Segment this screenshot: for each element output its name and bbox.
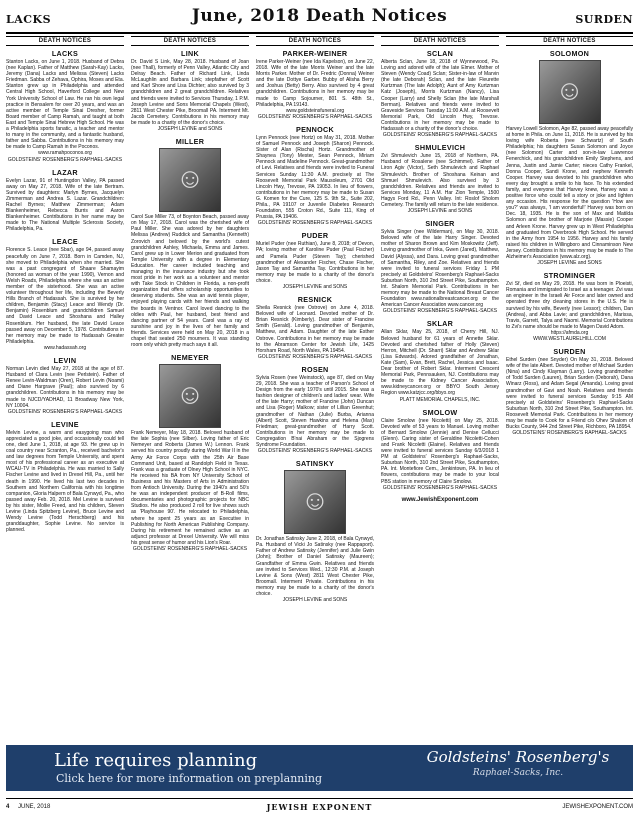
obituary-notice	[506, 347, 633, 436]
funeral-home-credit: GOLDSTEINS' ROSENBERG'S RAPHAEL-SACKS	[257, 220, 373, 227]
funeral-home-logo	[423, 748, 613, 788]
obituary-text: Carol Sue Miller 73, of Boynton Beach, passed away on May 17, 2018. Carol was the cherished wife of Paul Miller. She was adored by her daughters Melissa (Andrew) Ruddick and Samantha (Kenneth) Zorovich and beloved by the world's cutest grandchildren Ashley, Michaela, Emma and James. Carol grew up in Lower Merion and graduated from Temple University with a degree in Elementary Education. Her career included teaching and managing in the insurance industry but she took most pride in her work as a volunteer and mentor with Take Stock in Children in Florida, a non-profit organization that offers scholarship opportunities to deserving students. She was an avid tennis player, enjoyed playing cards with her friends and walking the boards in Ventnor. Carol loved dancing to the oldies with Paul, her husband, best friend and dancing partner of 54 years. Carol was a ray of sunshine and joy in the lives of her family and friends. Services were held on May 20, 2018 in a chapel that seated 250 mourners. It was standing room only which pretty much says it all.	[131, 214, 249, 349]
obituary-notice	[131, 353, 249, 552]
funeral-home-credit: GOLDSTEINS' ROSENBERG'S RAPHAEL-SACKS	[7, 408, 123, 415]
obituary-column-1	[6, 36, 124, 736]
page-header	[6, 6, 633, 34]
obituary-name: LEVIN	[53, 356, 77, 366]
column-section-tag: DEATH NOTICES	[381, 36, 499, 46]
funeral-home-credit: GOLDSTEINS' ROSENBERG'S RAPHAEL-SACKS	[257, 448, 373, 455]
person-icon: ☺	[555, 74, 584, 106]
obituary-name: SOLOMON	[549, 49, 590, 58]
obituary-text: Irene Parker-Weiner (nee Ida Kapelson), on June 22, 2018. Wife of the late Morris Weiner and the late Morris Parker. Mother of Dr. Fredric (Donna) Weiner and the late Dottye Garber. Bubby of Alisha Berry and Joshua (Betty) Berry. Also survived by 4 great grandchildren. Contributions in her memory may be made to Camp Sojourner, 801 S. 48th St., Philadelphia, PA 19143.	[256, 59, 374, 108]
obituary-notice	[256, 231, 374, 290]
obituary-notice	[381, 219, 499, 314]
person-icon: ☺	[175, 162, 205, 194]
obituary-column-3	[256, 36, 374, 736]
obituary-notice	[256, 365, 374, 454]
obituary-text: Allan Sklar, May 25, 2018, of Cherry Hill, NJ. Beloved husband for 61 years of Annette Sklar. Devoted and cherished father of Holly (Steven) Herron, Mitchell (Dr. Sharri) Sklar and Andrew Sklar (Lisa Edwards). Adored grandfather of Jonathan, Kate (Sam), Evan, Brett, Rachel, Jessica and Isaac. Dear brother of Robert Sklar. Interment Crescent Memorial Park, Pennsauken, NJ. Contributions may be made to the Kidney Cancer Association, www.kidneycancer.org or BBYO South Jersey Region www.katzjcc.org/bbyo.org	[381, 329, 499, 397]
funeral-home-credit: JOSEPH LEVINE and SONS	[407, 208, 473, 215]
obituary-name: SMOLOW	[422, 407, 458, 417]
page-title: June, 2018 Death Notices	[191, 6, 448, 26]
obituary-text: Lynn Pennock (nee Hortz) on May 31, 2018. Mother of Samuel Pennock and Joseph (Sharon) Pennock. Sister of Alan (Rischa) Hortz. Grandmother of Shaynea (Tony) Mester, Sean Pennock, Miriam Pennock and Madeline Pennock. Great-grandmother of Levi. Relatives and friends were invited to Funeral Services Sunday 11:30 A.M. precisely at The Roosevelt Memorial Park Mausoleum, 2701 Old Lincoln Hwy, Trevose, PA 19053. In lieu of flowers, contributions in her memory may be made to Susan G. Komen for the Cure, 125 S. 9th St., Suite 202, Phila., PA 19107 or Juvenile Diabetes Research Foundation, 555 Croton Rd., Suite 111, King of Prussia, PA 19406.	[256, 134, 374, 221]
preplanning-ad-banner[interactable]	[6, 745, 633, 791]
obituary-name: SATINSKY	[295, 459, 335, 469]
obituary-name: LACKS	[51, 49, 79, 58]
funeral-home-credit: www.hadassah.org	[43, 344, 87, 351]
obituary-notice	[256, 459, 374, 603]
obituary-name: PUDER	[301, 231, 329, 241]
obituary-text: Claire Smolow (nee Nicoletti) on May 25, 2018. Devoted wife of 53 years to Manuel. Loving mother of Bernard Smolow (Jennie) and Denise Cellucci (Glenn). Caring sister of Geraldine Nicoletti-Cohen and Frank Nicoletti (Elaine). Relatives and friends were invited to funeral services Sunday 6/3/2018 1 PM at Goldsteins' Rosenberg's Raphael-Sacks, Suburban North, 310 2nd Street Pike, Southampton, PA. Int. Montefiore Cem., Jenkintown, PA. In lieu of flowers, contributions may be made to your local PBS station in memory of Claire Smolow.	[381, 417, 499, 485]
obituary-name: NEMEYER	[171, 353, 209, 363]
obituary-text: Dr. Jonathan Satinsky June 2, 2018, of Bala Cynwyd, Pa. Husband of Vicki Jo Satinsky (nee Rappaport). Father of Andrew Satinsky (Jennifer) and Julie Gwin (John); Brother of Daniel Satinsky (Maureen); Grandfather of Emma Gwin. Relatives and friends are invited to Services Wed., 12:30 P.M. at Joseph Levine & Sons (West) 2811 West Chester Pike, Broomall. Interment Private. Contributions in his memory may be made to a charity of the donor's choice.	[256, 536, 374, 597]
obituary-notice	[131, 49, 249, 132]
person-icon: ☺	[300, 484, 330, 516]
portrait-photo	[159, 148, 221, 212]
footer-website[interactable]: JEWISHEXPONENT.COM	[562, 804, 633, 810]
column-section-tag: DEATH NOTICES	[256, 36, 374, 46]
funeral-home-credit: GOLDSTEINS' ROSENBERG'S RAPHAEL-SACKS	[382, 484, 498, 491]
obituary-name: LINK	[181, 49, 199, 58]
funeral-home-credit: JOSEPH LEVINE and SONS	[157, 126, 223, 133]
obituary-text: Sylvia Singer (nee Wilderman), on May 30, 2018. Beloved wife of the late Harry Singer. Devoted mother of Sharon Brown and Kim Moskowitz (Jeff). Loving grandmother of Inka, Gwen (Jared), Matthew, David (Alyssa), and Dara. Loving great grandmother of Samantha, Riley, and Zoe. Relatives and friends were invited to funeral services Friday 1 PM precisely at Goldsteins' Rosenberg's Raphael-Sacks Suburban North, 310 2nd Street Pike, Southampton. Int. Shalom Memorial Park. Contributions in her memory may be made to the National Breast Cancer Foundation www.nationalbreastcancer.org or the American Cancer Association www.cancer.org	[381, 229, 499, 309]
obituary-text: Alberta Sclan, June 18, 2018 of Wynnewood, Pa. Loving and adored wife of the late Elmer. Mother of Steven (Wendy Coad) Sclan; Sister-in-law of Marvin (the late Deborah) Sclan, and the late Fleurette Kurtzman (The late Adolph); Aunt of Amy Kurtzman Katz (Joseph), Morris Kurtzman (Nancy), Lisa Cooper (Larry) and Shelly Sclan (the late Marshall Berman). Relatives and friends were invited to Graveside Services Tuesday 11:00 A.M. at Roosevelt Memorial Park, Old Lincoln Hwy, Trevose. Contributions in her memory may be made to Hadassah or a charity of the donor's choice.	[381, 59, 499, 133]
logo-line-1: Goldsteins' Rosenberg's	[426, 748, 610, 766]
obituary-notice	[506, 271, 633, 342]
obituary-notice	[506, 49, 633, 266]
portrait-photo	[284, 470, 346, 534]
obituary-notice	[6, 168, 124, 233]
ad-cta-link[interactable]: Click here for more information on preplanning	[56, 772, 323, 785]
obituary-notice	[6, 356, 124, 415]
obituary-name: PENNOCK	[295, 124, 335, 134]
obituary-notice	[381, 319, 499, 402]
obituary-notice	[256, 295, 374, 360]
obituary-name: RESNICK	[297, 295, 333, 305]
obituary-notice	[381, 408, 499, 491]
portrait-photo	[159, 364, 221, 428]
obituary-text: Dr. David S Link, May 28, 2018. Husband of Joan (nee Thall), formerly of Penn Valley, Atlantic City and Delray Beach. Father of Richard Link, Linda McLaughlin and Barbara Link; stepfather of Scott and Karl Shore and Lisa Dichter; also survived by 3 grandchildren and 2 great grandchildren. Relatives and friends were invited to Services Thursday, 1 P.M. Joseph Levine and Sons Memorial Chapels (West), 2811 West Chester Pike, Broomall PA. Interment Mt. Jacob Cemetery. Contributions in his memory may be made to a charity of the donor's choice.	[131, 59, 249, 126]
obituary-text: Frank Nemeyer, May 18, 2018. Beloved husband of the late Sophia (nee Silber). Loving father of Eric Nemeyer and Roberta (James W.) Lennon. Frank served his country proudly during World War II in the Army Air Force Corps with the 25th Air Base Command Unit, based at Randolph Field in Texas. Frank was a graduate of Olney High School in NYC. He received his BA from NY University School of Business and his Masters of Arts in Administration from Antioch University. During the 1940's and 50's he was an independent producer of B-Roll films, documentaries and photographic projects for NBC Studios. He also produced 2 roll for live shows such as 'Playhouse 90'. He relocated to Philadelphia, where he spent 25 years as an Executive in Publishing for North American Publishing Company. During his retirement he remained active as an adjunct professor at Drexel University. We will miss his great sense of humor and his Lion's Roar.	[131, 430, 249, 546]
obituary-text: Florence S. Leace (nee Sbar), age 94, passed away peacefully on June 7, 2018. Born in Camden, NJ, she moved to Philadelphia when she married. She was a past congregant of Shaare Shamayim (honored as woman of the year 1990), Vernon and Welsh Roads, Philadelphia where she was an active member of the sisterhood. She was an active volunteer throughout her life, including the Beverly Hills Branch of Hadassah. She is survived by her children, Benjamin (Stacy) Leace and Wendy (Dr. Benjamin) Rosenblum and grandchildren Samuel and David Leace and Shoshana and Halley Rosenblum. Her husband, the late David Leace passed away on December 5, 1978. Contributions in her memory may be made to Hadassah Greater Philadelphia.	[6, 247, 124, 345]
footer-date: JUNE, 2018	[18, 804, 51, 810]
funeral-home-credit: www.ramahpoconos.org GOLDSTEINS' ROSENBERG'S RAPHAEL-SACKS	[7, 150, 123, 163]
obituary-column-2	[131, 36, 249, 736]
obituary-notice	[381, 143, 499, 214]
obituary-name: LAZAR	[52, 167, 78, 177]
obituary-column-5	[506, 36, 633, 736]
obituary-notice	[256, 125, 374, 226]
obituary-name: ROSEN	[301, 364, 329, 374]
funeral-home-credit: https://afmda.org WWW.WESTLAURELHILL.COM	[533, 329, 606, 342]
website-link[interactable]: www.JewishExponent.com	[401, 496, 479, 503]
obituary-name: MILLER	[175, 137, 205, 147]
person-icon: ☺	[175, 378, 205, 410]
obituary-text: Zvi Shmulevich June 15, 2018 of Northern, PA. Husband of Rosalene (nee Schimmel). Father of Liron Agiv (Victor), Seth Shmulevich and Raphael Shmulevich. Brother of Shoshana Keinan and Shmuel Shmulevich. Also survived by 3 grandchildren. Relatives and friends are invited to Services Monday, 11 A.M. Har Zion Temple, 1500 Hagys Ford Rd., Penn Valley. Int: Roslof Sholom Cemetery. The family will return to the late residence.	[381, 153, 499, 208]
funeral-home-credit: GOLDSTEINS' ROSENBERG'S RAPHAEL-SACKS	[132, 545, 248, 552]
obituary-text: Harvey Lowell Solomon, Age 82, passed away peacefully at home in Phila. on June 11, 2018. He is survived by his loving wife Roberta (nee Schwartz) of South Philadelphia; his daughters Susan Solomon and Joyce (nee Solomon) Carter and son-in-law Lawrence Fenerchick, and his grandchildren Emily Stephens, and Jenna, Justin and Jamie Carter; nieces Cathy Frankel, Donna Cooper, Sandi Krone, and nephew Kenneth Cooper. Harvey was devoted to his grandchildren who every day brought a smile to his face. To his extended family, and everyone that Harvey knew, Harvey was a positive force who could tell a story or joke and lighten any occasion. His response for the question 'How are you?' was always, 'I am wonderful!' Harvey was born on Dec. 18, 1935. He is the son of Max and Matilda Solomon and the brother of Marjorie (Massie) Cooper and Arleen Krone. Harvey grew up in West Philadelphia and graduated from Overbrook High School. He served in the Army from 1954 to 1956. Harvey and his family raised his children in Willingboro and Cinnaminson New Jersey. Contributions in his memory may be made to The Alzheimer's Association (www.alz.org).	[506, 126, 633, 260]
obituary-name: SURDEN	[553, 347, 586, 357]
obituary-notice	[6, 49, 124, 163]
funeral-home-credit: GOLDSTEINS' ROSENBERG'S RAPHAEL-SACKS	[382, 132, 498, 139]
obituary-text: Ethel Surden (nee Snyder) On May 31, 2018. Beloved wife of the late Albert. Devoted mother of Michael Surden (Nina) and Cindy Klayman (Larry). Loving grandmother of Todd Surden (Lauren), Brian Surden (Deborah), Dana Winarz (Ross), and Adam Segal (Amanda). Loving great grandmother of Gavi and Noah. Relatives and friends were invited to funeral services Sunday 9:15 AM precisely at Goldsteins' Rosenberg's Raphael-Sacks Suburban North, 310 2nd Street Pike, Southampton. Int. Roosevelt Memorial Park. Contributions in her memory may be made to Cook for a Friend c/o Ohev Shalom of Bucks County, 944 2nd Street Pike, Richboro, PA 18954.	[506, 357, 633, 431]
funeral-home-credit: GOLDSTEINS' ROSENBERG'S RAPHAEL-SACKS	[382, 308, 498, 315]
ad-headline: Life requires planning	[54, 750, 258, 771]
funeral-home-credit: PLATT MEMORIAL CHAPELS, INC.	[399, 396, 481, 403]
obituary-name: PARKER-WEINER	[282, 49, 348, 58]
funeral-home-credit: JOSEPH LEVINE and SONS	[537, 260, 602, 267]
column-section-tag: DEATH NOTICES	[131, 36, 249, 46]
obituary-name: SHMULEVICH	[414, 143, 466, 153]
obituary-text: Evelyn Lazar, 91 of Huntingdon Valley, PA passed away on May 27, 2018. Wife of the late Bertram. Survived by daughters: Marlyn Byrnes, Jacquelyn Zimmerman and Andrea S. Lazar. Grandchildren: Rachel Byrnes; Matthew Zimmerman; Adam Blankenheimer, Rebecca Burris and Aaron Blankenheimer. Contributions in her name may be made to The National Multiple Sclerosis Society, Philadelphia, Pa.	[6, 177, 124, 233]
obituary-notice	[381, 49, 499, 138]
obituary-name: SINGER	[425, 219, 455, 229]
obituary-notice	[6, 420, 124, 534]
obituary-text: Sylvia Rosen (nee Weinstock), age 87, died on May 29, 2018. She was a teacher of Parson's School of Design from the early 1970's until 2015. She was a fashion designer of children's and ladies' wear. Wife of the late Harry; mother of Francine (John) Duncan and Lisa (Roger) Malkow; sister of Lillian Greenhut; grandmother of Nathan (Julie) Burba, Arianna (Albert) Scott, Steven Hawkins and Helena (Max) Friedman; great-grandmother of Harry Scott. Contributions in her memory may be made to Congregation B'nai Abraham or the Sjogrens Syndrome Foundation.	[256, 374, 374, 448]
column-section-tag: DEATH NOTICES	[6, 36, 124, 46]
obituary-text: Norman Levin died May 27, 2018 at the age of 87. Husband of Clara Levin (nee Perlstein). Father of Renee Levin-Waldman (Oren), Robert Levin (Noami) and Diane Hargrave (Paul); also survived by 6 grandchildren. Contributions in his memory may be made to NJCD/YADHAD, 11 Broadway New York, NY 10004.	[6, 366, 124, 409]
obituary-text: Zvi Sf, died on May 29, 2018. He was born in Ploeisti, Romania and immigrated to Israel as a teenager. Zvi was an engineer in the Israeli Air Force and later owned and operated three dry cleaning stores in the U.S. He is survived by his wife, Beverly (nee Lessor); children, Dan (Andrea), and Abba Lavie; and grandchildren, Marissa, Travis, Garrett, Talya and Naomi. Memorial Contributions to Zvi's name should be made to Magen David Adom.	[506, 281, 633, 330]
logo-line-2: Raphael-Sacks, Inc.	[472, 768, 564, 778]
obituary-text: Stanton Lacks, on June 1, 2018. Husband of Debra (nee Kaplan). Father of Matthew (Sarah-Kay) Lacks, Jeremy (Dana) Lacks and Melissa (Steven) Lacks Friedman. Sabba of Zehava, Ophira, Moses and Eta. Stanton grew up in Philadelphia and attended Central High School, Haverford College and New York University School of Law. He ran his own legal practice in Bensalem for over 20 years, and was an active member of Temple Sinai Dresher, former Board member of Camp Ramah, and taught at both East and Temple Sinai Hebrew High School. He was a Philadelphia sports fanatic, a teacher and mentor to many in the community, and a fantastic husband, father and Sabba. Contributions in his memory may be made to Camp Ramah in the Poconos.	[6, 59, 124, 151]
header-left-keyword: LACKS	[6, 13, 52, 26]
header-right-keyword: SURDEN	[575, 13, 633, 26]
portrait-photo	[539, 60, 601, 124]
funeral-home-credit: JOSEPH LEVINE and SONS	[282, 284, 348, 290]
obituary-text: Melvin Levine, a warm and easygoing man who appreciated a good joke, and occasionally could tell one, died June 1, 2018, at age 93. He grew up in coal country near Scranton, Pa., received bachelor's and law degrees from Temple University, and spent most of his professional career as an executive at WCAU-TV in Philadelphia. He was married to Sally Fischer Levine and lived in Drexel Hill, Pa., until her death in 1990. He lived his last two decades in Southern and Northern California with his longtime companion, Gloria Halpern of Bala Cynwyd, Pa., who passed away Feb. 20, 2018. Mel Levine is survived by his sister, Mollie Freed, and his children, Steven Levine (Linda Spitzberg Levine), Bruce Levine and Wendy Levine (Todd Herschberg) and his granddaughter, Sophie Levine. No service is planned.	[6, 429, 124, 534]
page-number: 4	[6, 804, 10, 810]
obituary-name: STROMINGER	[543, 271, 596, 281]
obituary-name: SKLAR	[426, 319, 454, 329]
obituary-name: SCLAN	[426, 49, 454, 58]
obituary-notice	[131, 137, 249, 348]
obituary-text: Muriel Puder (nee Ruthian), June 8, 2018; of Devon, PA; loving mother of Karoline Puder (Paul Fischer) and Pamela Puder (Steven Tay); cherished grandmother of Alexander Fischer, Chase Fischer, Jason Tay and Samantha Tay. Contributions in her memory may be made to a charity of the donor's choice.	[256, 241, 374, 284]
column-section-tag: DEATH NOTICES	[506, 36, 633, 46]
funeral-home-credit: GOLDSTEINS' ROSENBERG'S RAPHAEL-SACKS	[512, 430, 627, 437]
obituary-name: LEVINE	[51, 419, 79, 429]
funeral-home-credit: www.goldsteinsfuneral.org GOLDSTEINS' ROSENBERG'S RAPHAEL-SACKS	[257, 107, 373, 120]
funeral-home-credit: GOLDSTEINS' ROSENBERG'S RAPHAEL-SACKS	[257, 353, 373, 360]
obituary-column-4	[381, 36, 499, 736]
obituary-text: Sheila Resnick (nee Ostrove) on June 4, 2018. Beloved wife of Leonard. Devoted mother of Dr. Brian Resnick (Kimberly). Dear sister of Francine Smith (Gerald). Loving grandmother of Benjamin, Matthew, and Adam. Daughter of the late Esther Ostrove. Contributions in her memory may be made to the Abramson Center for Jewish Life, 1425 Horsham Road, North Wales, PA 19454.	[256, 305, 374, 354]
obituary-notice	[256, 49, 374, 120]
publication-name: JEWISH EXPONENT	[266, 802, 373, 812]
funeral-home-credit: JOSEPH LEVINE and SONS	[282, 597, 348, 604]
obituary-name: LEACE	[52, 237, 78, 247]
page-footer	[6, 798, 633, 815]
obituary-notice	[6, 237, 124, 351]
